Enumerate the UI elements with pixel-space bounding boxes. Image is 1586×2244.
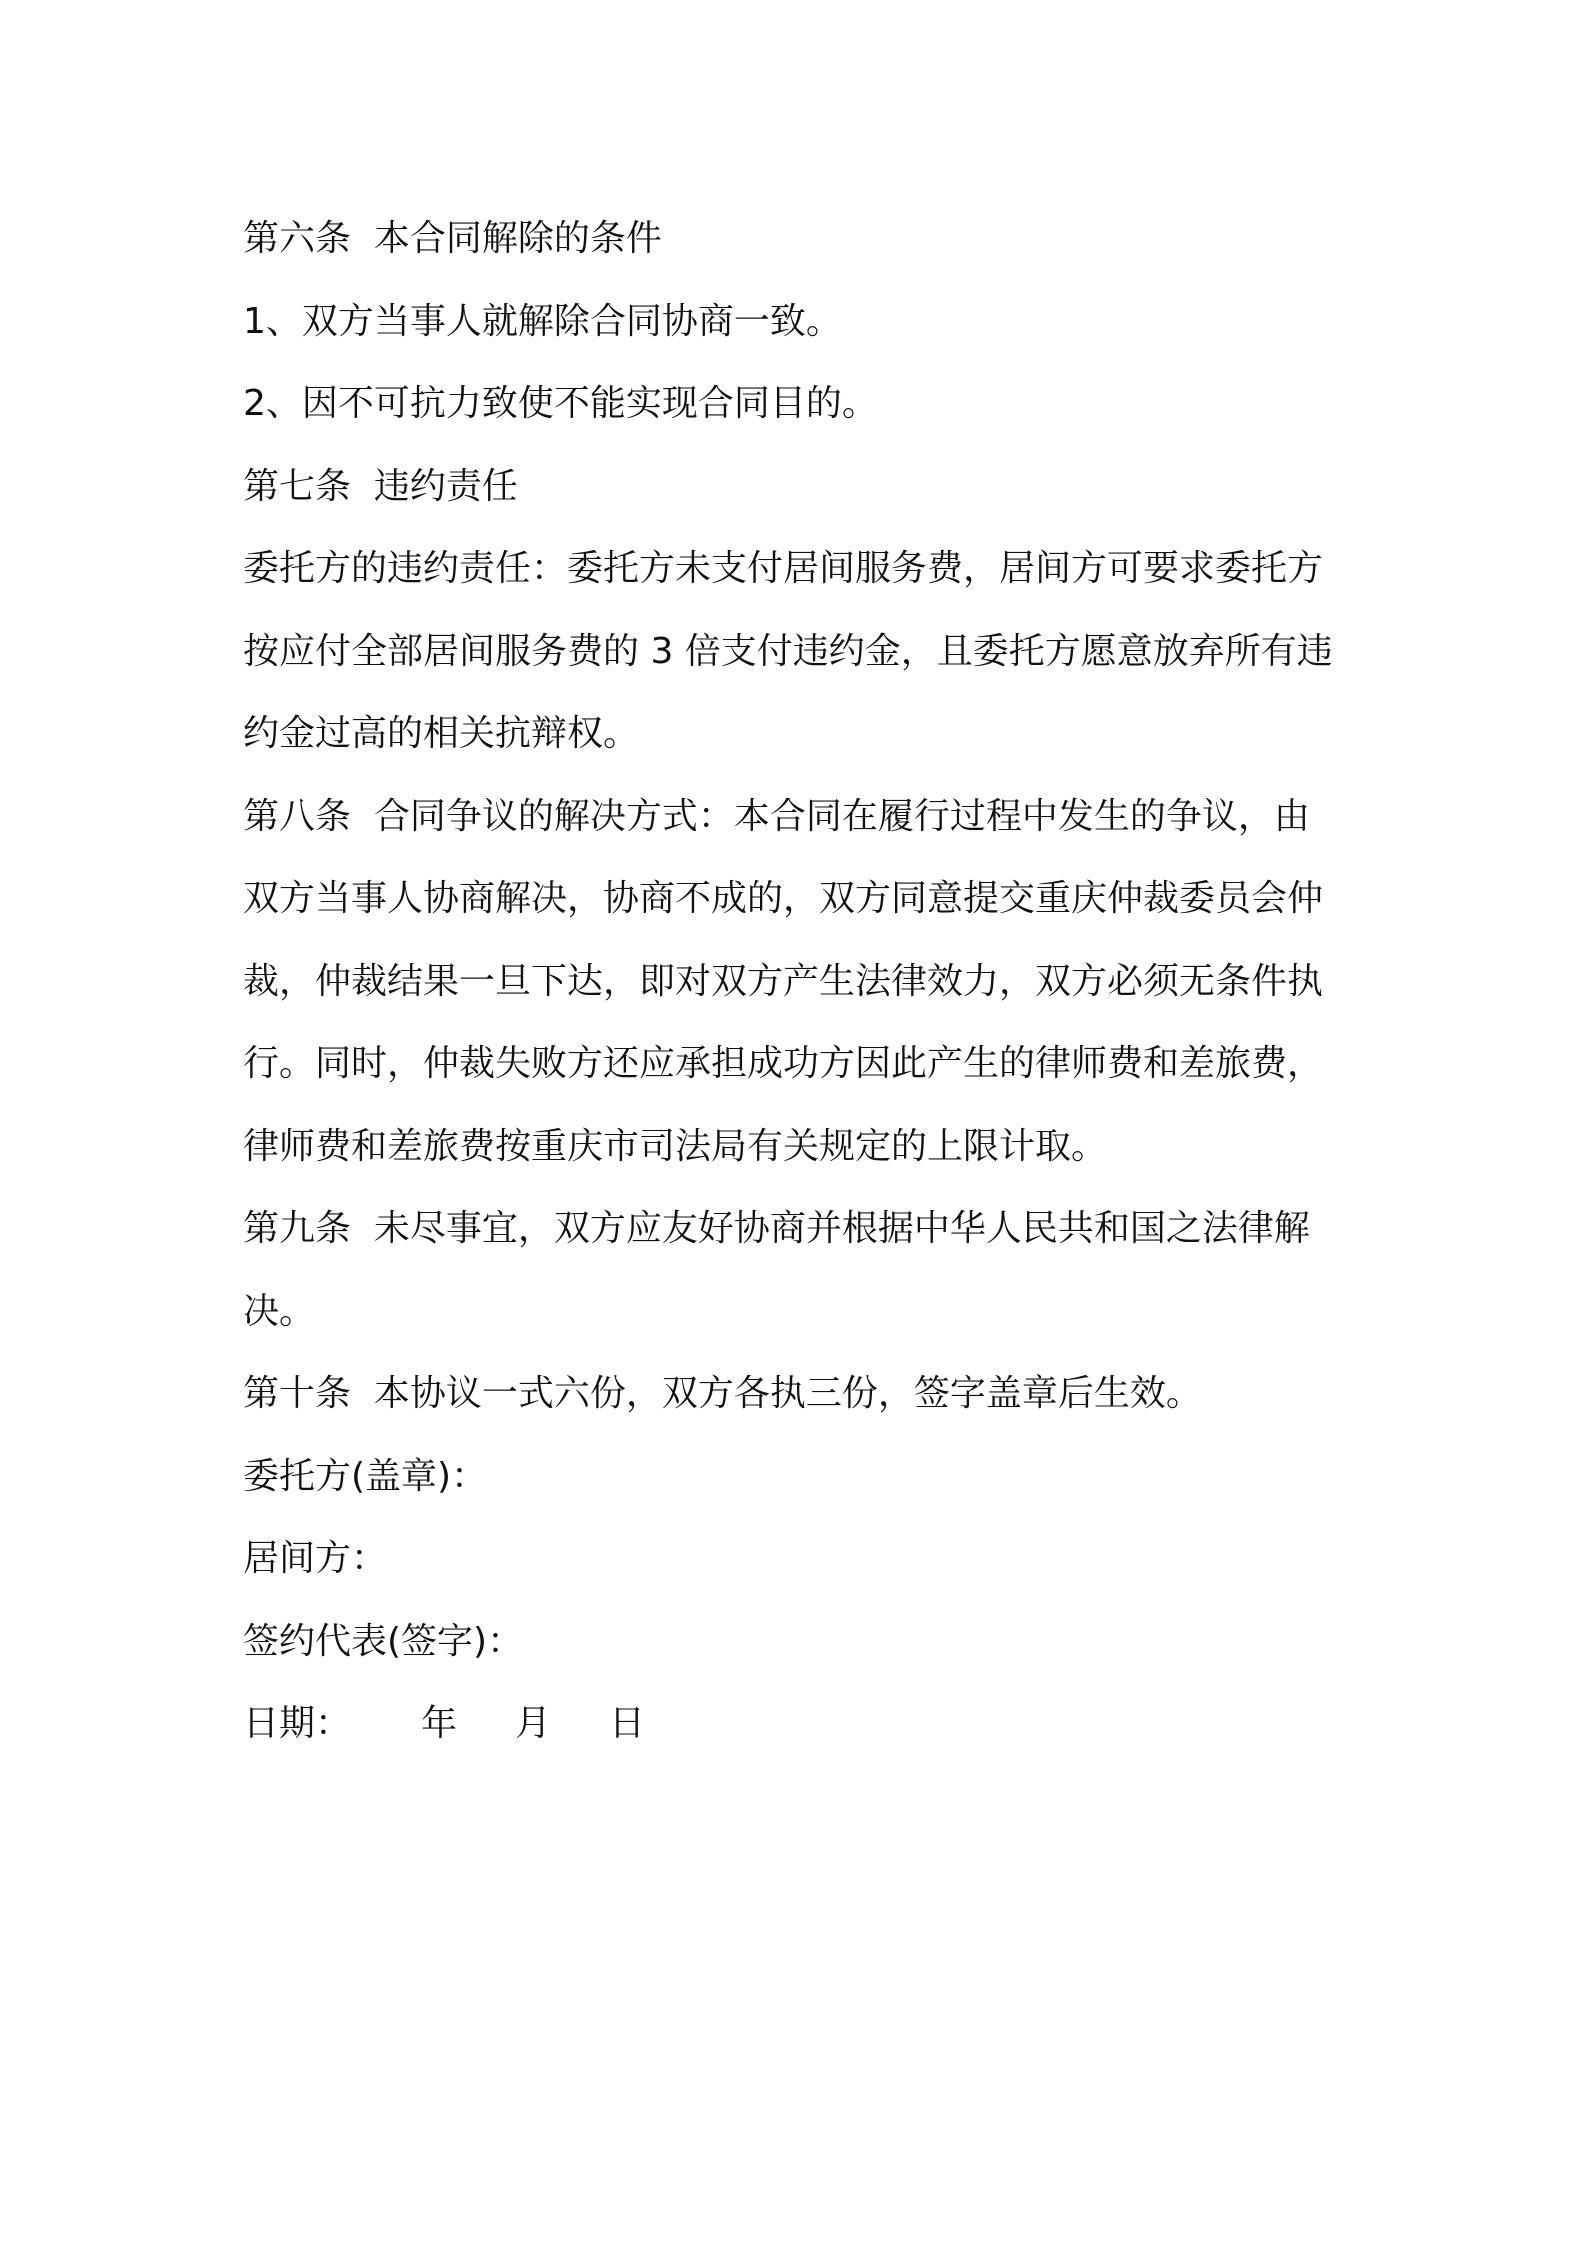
- article-8-text-line-4: 行。同时，仲裁失败方还应承担成功方因此产生的律师费和差旅费，: [243, 1043, 1324, 1084]
- article-7-text-line-2: 按应付全部居间服务费的 3 倍支付违约金，且委托方愿意放弃所有违: [243, 630, 1333, 672]
- article-8-text-line-5: 律师费和差旅费按重庆市司法局有关规定的上限计取。: [243, 1125, 1108, 1167]
- article-8-text-line-2: 双方当事人协商解决，协商不成的，双方同意提交重庆仲裁委员会仲: [243, 878, 1324, 919]
- article-10-text: 第十条 本协议一式六份，双方各执三份，签字盖章后生效。: [243, 1373, 1202, 1414]
- article-6-heading: 第六条 本合同解除的条件: [243, 218, 662, 259]
- principal-seal-label: 委托方(盖章)：: [243, 1455, 488, 1497]
- article-9-text-line-1: 第九条 未尽事宜，双方应友好协商并根据中华人民共和国之法律解: [243, 1208, 1310, 1249]
- intermediary-label: 居间方：: [243, 1538, 388, 1579]
- date-month: 月: [515, 1703, 552, 1744]
- article-6-item-2: 2、因不可抗力致使不能实现合同目的。: [243, 383, 878, 424]
- article-8-text-line-1: 第八条 合同争议的解决方式：本合同在履行过程中发生的争议，由: [243, 795, 1310, 837]
- date-row: [243, 1683, 1358, 1766]
- contract-body: [243, 198, 1358, 1766]
- article-7-text-line-1: 委托方的违约责任：委托方未支付居间服务费，居间方可要求委托方: [243, 548, 1324, 589]
- signing-representative-label: 签约代表(签字)：: [243, 1620, 524, 1662]
- date-year: 年: [421, 1703, 458, 1744]
- article-8-text-line-3: 裁，仲裁结果一旦下达，即对双方产生法律效力，双方必须无条件执: [243, 960, 1324, 1002]
- article-7-heading: 第七条 违约责任: [243, 465, 518, 507]
- article-6-item-1: 1、双方当事人就解除合同协商一致。: [243, 300, 842, 342]
- article-7-text-line-3: 约金过高的相关抗辩权。: [243, 713, 640, 754]
- date-label: 日期：: [243, 1703, 352, 1744]
- date-day: 日: [609, 1703, 646, 1744]
- article-9-text-line-2: 决。: [243, 1290, 316, 1332]
